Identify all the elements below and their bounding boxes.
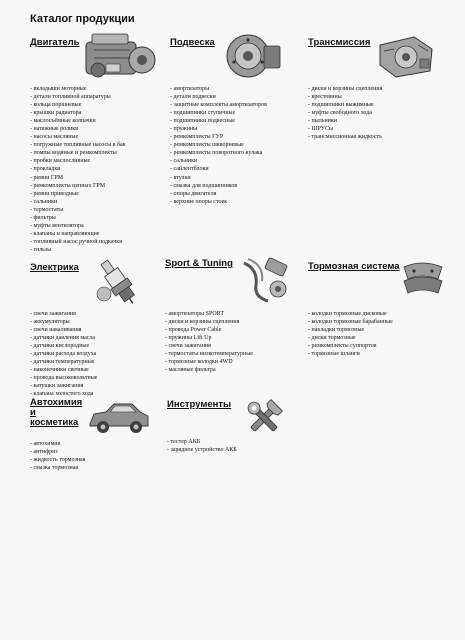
list-item: - муфты свободного хода <box>308 109 382 117</box>
list-item: - клапана холостого хода <box>30 390 97 398</box>
list-item: - пыльники <box>308 117 382 125</box>
spark-plug-icon <box>90 258 146 306</box>
list-item: - сайлентблоки <box>170 165 267 173</box>
list-item: - ремкомплекты ГУР <box>170 133 267 141</box>
list-item: - ремкомплекты шкворневые <box>170 141 267 149</box>
list-item: - аккумуляторы <box>30 318 97 326</box>
list-item: - накладки тормозные <box>308 326 393 334</box>
suspension-icon <box>222 32 284 80</box>
list-item: - диски тормозные <box>308 334 393 342</box>
list-item: - провода Power Cable <box>165 326 253 334</box>
brake-pads-icon <box>400 257 446 299</box>
list-item: - автохимия <box>30 440 85 448</box>
list-item: - подшипники выжимные <box>308 101 382 109</box>
list-item: - ремкомплекты суппортов <box>308 342 393 350</box>
list-item: - сальники <box>170 157 267 165</box>
list-item: - ремни приводные <box>30 190 126 198</box>
list-item: - маслосъёмные колпачки <box>30 117 126 125</box>
list-item: - тормозные колодки 4WD <box>165 358 253 366</box>
tuning-parts-icon <box>238 255 292 305</box>
list-item: - термостаты <box>30 206 126 214</box>
list-item: - антифриз <box>30 448 85 456</box>
category-items <box>167 438 237 454</box>
car-icon <box>88 400 150 436</box>
gearbox-icon <box>374 31 438 81</box>
list-item: - ремкомплекты поворотного кулака <box>170 149 267 157</box>
list-item: - натяжные ролики <box>30 125 126 133</box>
list-item: - погружные топливные насосы в бак <box>30 141 126 149</box>
list-item: - насосы масляные <box>30 133 126 141</box>
list-item: - провода высоковольтные <box>30 374 97 382</box>
list-item: - пробки маслосливные <box>30 157 126 165</box>
list-item: - ШРУСы <box>308 125 382 133</box>
list-item: - гильзы <box>30 246 126 254</box>
list-item: - клапаны и направляющие <box>30 230 126 238</box>
category-title: Двигатель <box>30 37 80 48</box>
list-item: - жидкость тормозная <box>30 456 85 464</box>
list-item: - верхние опоры стоек <box>170 198 267 206</box>
category-items <box>30 310 97 399</box>
category-title: Трансмиссия <box>308 37 371 48</box>
category-title: Подвеска <box>170 37 215 48</box>
list-item: - помпы водяные и ремкомплекты <box>30 149 126 157</box>
list-item: - смазка тормозная <box>30 464 85 472</box>
category-items <box>165 310 253 374</box>
list-item: - тормозные шланги <box>308 350 393 358</box>
list-item: - топливный насос ручной подкачки <box>30 238 126 246</box>
list-item: - крышки радиатора <box>30 109 126 117</box>
list-item: - свечи зажигания <box>30 310 97 318</box>
list-item: - датчики расхода воздуха <box>30 350 97 358</box>
list-item: - вкладыши моторные <box>30 85 126 93</box>
category-items <box>30 85 126 254</box>
list-item: - пружины <box>170 125 267 133</box>
list-item: - амортизаторы SPORT <box>165 310 253 318</box>
list-item: - термостаты низкотемпературные <box>165 350 253 358</box>
list-item: - фильтры <box>30 214 126 222</box>
list-item: - сальники <box>30 198 126 206</box>
category-title: Электрика <box>30 262 79 273</box>
list-item: - диски и корзины сцепления <box>165 318 253 326</box>
list-item: - муфты вентилятора <box>30 222 126 230</box>
list-item: - втулки <box>170 174 267 182</box>
list-item: - масляные фильтра <box>165 366 253 374</box>
list-item: - кольца поршневые <box>30 101 126 109</box>
list-item: - опоры двигателя <box>170 190 267 198</box>
list-item: - детали топливной аппаратуры <box>30 93 126 101</box>
list-item: - датчики давления масла <box>30 334 97 342</box>
list-item: - пружины Lift Up <box>165 334 253 342</box>
list-item: - защитные комплекты амортизаторов <box>170 101 267 109</box>
category-title: Sport & Tuning <box>165 258 233 269</box>
list-item: - катушки зажигания <box>30 382 97 390</box>
list-item: - тестер АКБ <box>167 438 237 446</box>
list-item: - ремкомплекты цепных ГРМ <box>30 182 126 190</box>
category-items <box>30 440 85 472</box>
list-item: - трансмиссионная жидкость <box>308 133 382 141</box>
category-title: Автохимия и косметика <box>30 397 83 428</box>
list-item: - подшипники ступичные <box>170 109 267 117</box>
list-item: - детали подвески <box>170 93 267 101</box>
list-item: - диски и корзины сцепления <box>308 85 382 93</box>
list-item: - крестовины <box>308 93 382 101</box>
list-item: - зарядное устройство АКБ <box>167 446 237 454</box>
category-items <box>170 85 267 206</box>
engine-icon <box>78 30 160 82</box>
category-title: Инструменты <box>167 399 232 410</box>
list-item: - датчики температурные <box>30 358 97 366</box>
list-item: - амортизаторы <box>170 85 267 93</box>
list-item: - колодки тормозные дисковые <box>308 310 393 318</box>
list-item: - ремни ГРМ <box>30 174 126 182</box>
list-item: - подшипники подвесные <box>170 117 267 125</box>
list-item: - датчики кислородные <box>30 342 97 350</box>
list-item: - наконечники свечные <box>30 366 97 374</box>
page-title: Каталог продукции <box>30 13 135 25</box>
category-items <box>308 310 393 358</box>
list-item: - смазка для подшипников <box>170 182 267 190</box>
tools-icon <box>244 398 284 438</box>
list-item: - колодки тормозные барабанные <box>308 318 393 326</box>
list-item: - прокладки <box>30 165 126 173</box>
list-item: - свечи накаливания <box>30 326 97 334</box>
list-item: - свечи зажигания <box>165 342 253 350</box>
category-title: Тормозная система <box>308 261 400 272</box>
category-items <box>308 85 382 141</box>
